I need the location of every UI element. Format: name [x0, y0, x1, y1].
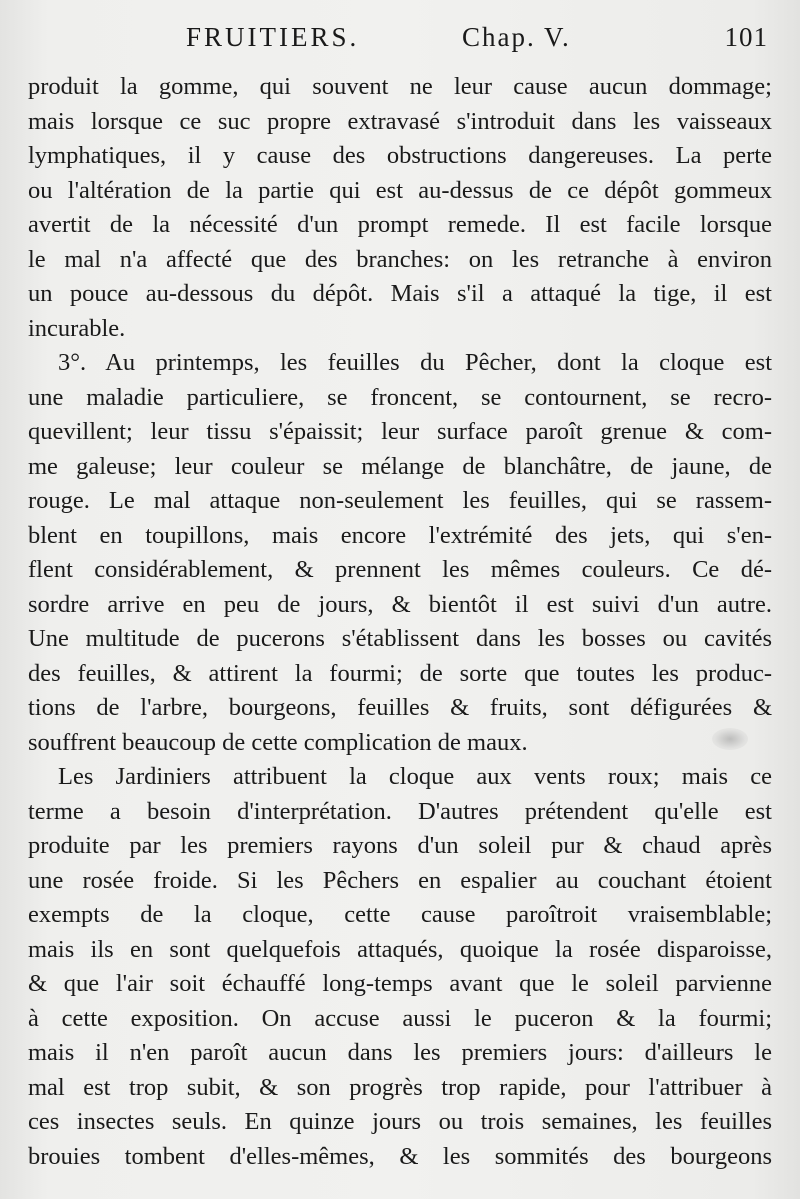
text-line: produite par les premiers rayons d'un soleil pur & chaud après	[28, 832, 772, 859]
text-line: tions de l'arbre, bourgeons, feuilles & fruits, sont défigurées &	[28, 694, 772, 721]
text-line: mais ils en sont quelquefois attaqués, quoique la rosée disparoisse,	[28, 935, 772, 963]
text-line: souffrent beaucoup de cette complication de maux.	[28, 728, 528, 756]
text-line: mais il n'en paroît aucun dans les premiers jours: d'ailleurs le	[28, 1039, 772, 1066]
text-line: avertit de la nécessité d'un prompt remede. Il est facile lorsque	[28, 211, 772, 238]
text-line: brouies tombent d'elles-mêmes, & les sommités des bourgeons	[28, 1142, 772, 1170]
text-line: terme a besoin d'interprétation. D'autres prétendent qu'elle est	[28, 797, 772, 825]
header-chapter: Chap. V.	[462, 22, 571, 52]
page-number: 101	[724, 22, 768, 52]
text-line: le mal n'a affecté que des branches: on les retranche à environ	[28, 245, 772, 273]
ink-smudge	[712, 728, 748, 750]
text-line: à cette exposition. On accuse aussi le puceron & la fourmi;	[28, 1004, 772, 1032]
text-line: & que l'air soit échauffé long-temps avant que le soleil parvienne	[28, 970, 772, 997]
text-line: 3°. Au printemps, les feuilles du Pêcher, dont la cloque est	[58, 349, 772, 376]
running-header	[0, 22, 800, 62]
text-line: quevillent; leur tissu s'épaissit; leur surface paroît grenue & com-	[28, 418, 772, 445]
text-line: ces insectes seuls. En quinze jours ou trois semaines, les feuilles	[28, 1108, 772, 1135]
text-line: mais lorsque ce suc propre extravasé s'introduit dans les vaisseaux	[28, 107, 772, 135]
text-line: mal est trop subit, & son progrès trop rapide, pour l'attribuer à	[28, 1073, 772, 1101]
body-text	[28, 70, 772, 1174]
text-line: me galeuse; leur couleur se mélange de blanchâtre, de jaune, de	[28, 452, 772, 480]
text-line: sordre arrive en peu de jours, & bientôt il est suivi d'un autre.	[28, 590, 772, 618]
text-line: une rosée froide. Si les Pêchers en espalier au couchant étoient	[28, 866, 772, 894]
text-line: produit la gomme, qui souvent ne leur cause aucun dommage;	[28, 73, 772, 100]
text-line: rouge. Le mal attaque non-seulement les feuilles, qui se rassem-	[28, 487, 772, 514]
text-line: exempts de la cloque, cette cause paroîtroit vraisemblable;	[28, 901, 772, 928]
text-line: des feuilles, & attirent la fourmi; de sorte que toutes les produc-	[28, 659, 772, 687]
text-line: Les Jardiniers attribuent la cloque aux vents roux; mais ce	[58, 763, 772, 790]
text-line: une maladie particuliere, se froncent, se contournent, se recro-	[28, 383, 772, 411]
text-line: incurable.	[28, 314, 126, 342]
text-line: ou l'altération de la partie qui est au-dessus de ce dépôt gommeux	[28, 176, 772, 204]
text-line: lymphatiques, il y cause des obstructions dangereuses. La perte	[28, 142, 772, 169]
text-line: flent considérablement, & prennent les mêmes couleurs. Ce dé-	[28, 556, 772, 583]
header-title: FRUITIERS.	[186, 22, 360, 52]
text-line: un pouce au-dessous du dépôt. Mais s'il a attaqué la tige, il est	[28, 280, 772, 307]
text-line: blent en toupillons, mais encore l'extrémité des jets, qui s'en-	[28, 521, 772, 549]
text-line: Une multitude de pucerons s'établissent dans les bosses ou cavités	[28, 625, 772, 652]
